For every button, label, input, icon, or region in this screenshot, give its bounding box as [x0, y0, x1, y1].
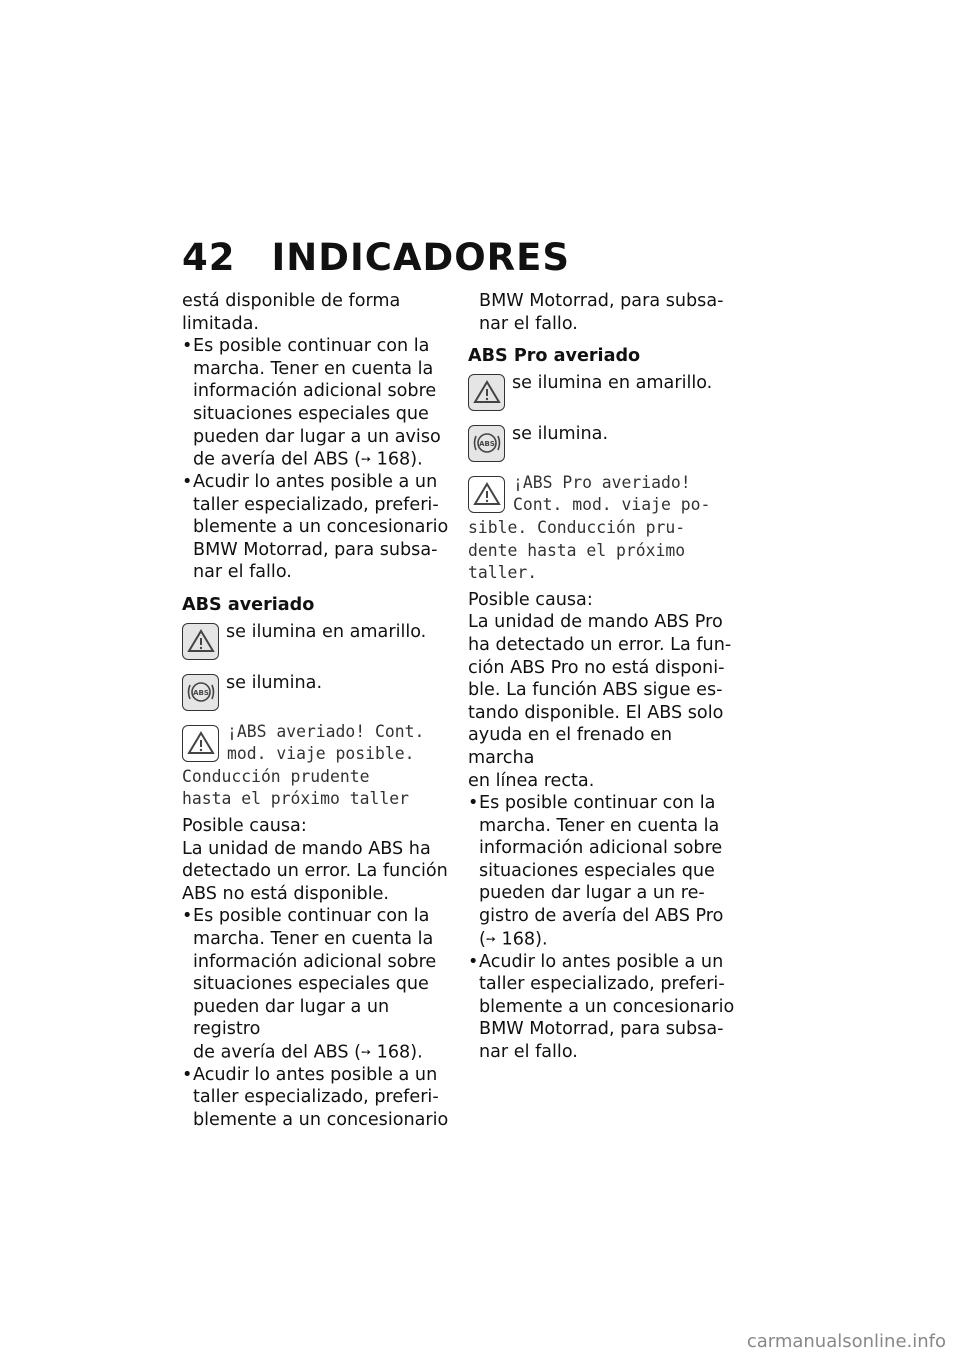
continued-line: nar el fallo. [479, 313, 578, 334]
bullet-line: • Es posible continuar con la [182, 905, 454, 928]
bullet-line: • Es posible continuar con la [468, 792, 740, 815]
warning-triangle-icon [468, 476, 505, 513]
indicator-row [182, 621, 454, 660]
bullet-line: blemente a un concesionario [479, 996, 735, 1017]
message-line: hasta el próximo taller [182, 789, 409, 809]
bullet-line: situaciones especiales que [193, 974, 429, 995]
bullet-line: • Acudir lo antes posible a un [182, 1064, 454, 1087]
message-line: mod. viaje posible. [227, 744, 415, 764]
bullet-item [182, 471, 454, 584]
cause-line: detectado un error. La función [182, 861, 448, 882]
bullet-item [182, 1064, 454, 1132]
page-reference[interactable]: 168). [501, 928, 548, 949]
svg-text:ABS: ABS [478, 440, 495, 449]
bullet-line: gistro de avería del ABS Pro [479, 906, 724, 927]
page-reference[interactable]: 168). [376, 449, 423, 470]
bullet-line: • Acudir lo antes posible a un [468, 951, 740, 974]
bullet-line: información adicional sobre [193, 381, 437, 402]
bullet-line: • Es posible continuar con la [182, 335, 454, 358]
continued-line: BMW Motorrad, para subsa- [479, 291, 724, 311]
bullet-line [182, 1041, 454, 1064]
bullet-line: marcha. Tener en cuenta la [193, 358, 434, 379]
page-reference[interactable]: 168). [376, 1042, 423, 1063]
bullet-line: pueden dar lugar a un re- [479, 883, 705, 904]
message-line: ¡ABS averiado! Cont. [227, 721, 425, 741]
bullet-line: nar el fallo. [193, 562, 292, 583]
indicator-text: se ilumina. [512, 423, 609, 444]
page-title: INDICADORES [271, 236, 571, 279]
cause-label: Posible causa: [468, 589, 593, 610]
bullet-line: taller especializado, preferi- [193, 1087, 439, 1108]
bullet-line: nar el fallo. [479, 1041, 578, 1062]
reference-arrow-icon: ➙ [361, 452, 372, 467]
ref-text: de avería del ABS ( [193, 1042, 361, 1063]
bullet-line: taller especializado, preferi- [479, 974, 725, 995]
cause-line: ABS no está disponible. [182, 883, 389, 904]
intro-line: está disponible de forma [182, 291, 401, 311]
warning-triangle-icon [182, 623, 219, 660]
bullet-line: BMW Motorrad, para subsa- [479, 1019, 724, 1040]
bullet-line: información adicional sobre [193, 951, 437, 972]
cause-line: La unidad de mando ABS ha [182, 838, 431, 859]
bullet-line: pueden dar lugar a un aviso [193, 426, 441, 447]
cause-label: Posible causa: [182, 815, 307, 836]
bullet-line: blemente a un concesionario [193, 1110, 449, 1130]
right-column [468, 290, 740, 1064]
abs-icon [182, 674, 219, 711]
indicator-text: se ilumina en amarillo. [512, 372, 713, 393]
intro-line: limitada. [182, 313, 260, 334]
cause-line: en línea recta. [468, 770, 595, 791]
message-line: Conducción prudente [182, 766, 370, 786]
bullet-item [468, 951, 740, 1064]
reference-arrow-icon: ➙ [361, 1044, 372, 1059]
ref-text: ( [479, 928, 486, 949]
abs-icon [468, 425, 505, 462]
indicator-row [468, 423, 740, 462]
reference-arrow-icon: ➙ [485, 931, 496, 946]
bullet-item [182, 905, 454, 1063]
warning-triangle-icon [468, 374, 505, 411]
section-heading: ABS Pro averiado [468, 346, 641, 367]
cause-line: ción ABS Pro no está disponi- [468, 657, 725, 678]
bullet-line [468, 928, 740, 951]
cause-line: tando disponible. El ABS solo [468, 702, 724, 723]
page-number: 42 [182, 236, 236, 279]
ref-text: de avería del ABS ( [193, 449, 361, 470]
bullet-line: situaciones especiales que [479, 860, 715, 881]
indicator-row [468, 372, 740, 411]
display-message [468, 472, 740, 585]
bullet-line [182, 448, 454, 471]
bullet-line: marcha. Tener en cuenta la [479, 815, 720, 836]
cause-line: La unidad de mando ABS Pro [468, 612, 723, 633]
bullet-line: marcha. Tener en cuenta la [193, 928, 434, 949]
bullet-line: situaciones especiales que [193, 403, 429, 424]
page-header [182, 236, 570, 279]
indicator-row [182, 672, 454, 711]
section-heading: ABS averiado [182, 595, 315, 616]
bullet-line: BMW Motorrad, para subsa- [193, 539, 438, 560]
svg-text:ABS: ABS [192, 689, 209, 698]
cause-line: ayuda en el frenado en marcha [468, 725, 673, 768]
display-message [182, 721, 454, 811]
message-line: ¡ABS Pro averiado! [513, 472, 691, 492]
bullet-line: • Acudir lo antes posible a un [182, 471, 454, 494]
bullet-line: información adicional sobre [479, 838, 723, 859]
message-line: taller. [468, 563, 538, 583]
bullet-line: pueden dar lugar a un registro [193, 996, 390, 1040]
bullet-item [468, 792, 740, 950]
cause-line: ha detectado un error. La fun- [468, 634, 732, 655]
indicator-text: se ilumina. [226, 672, 323, 693]
left-column [182, 290, 454, 1132]
warning-triangle-icon [182, 725, 219, 762]
bullet-line: taller especializado, preferi- [193, 494, 439, 515]
watermark: carmanualsonline.info [746, 1331, 946, 1352]
message-line: Cont. mod. viaje po- [513, 495, 711, 515]
message-line: dente hasta el próximo [468, 540, 686, 560]
cause-line: ble. La función ABS sigue es- [468, 680, 723, 701]
bullet-line: blemente a un concesionario [193, 517, 449, 538]
indicator-text: se ilumina en amarillo. [226, 621, 427, 642]
message-line: sible. Conducción pru- [468, 517, 686, 537]
bullet-item [182, 335, 454, 471]
